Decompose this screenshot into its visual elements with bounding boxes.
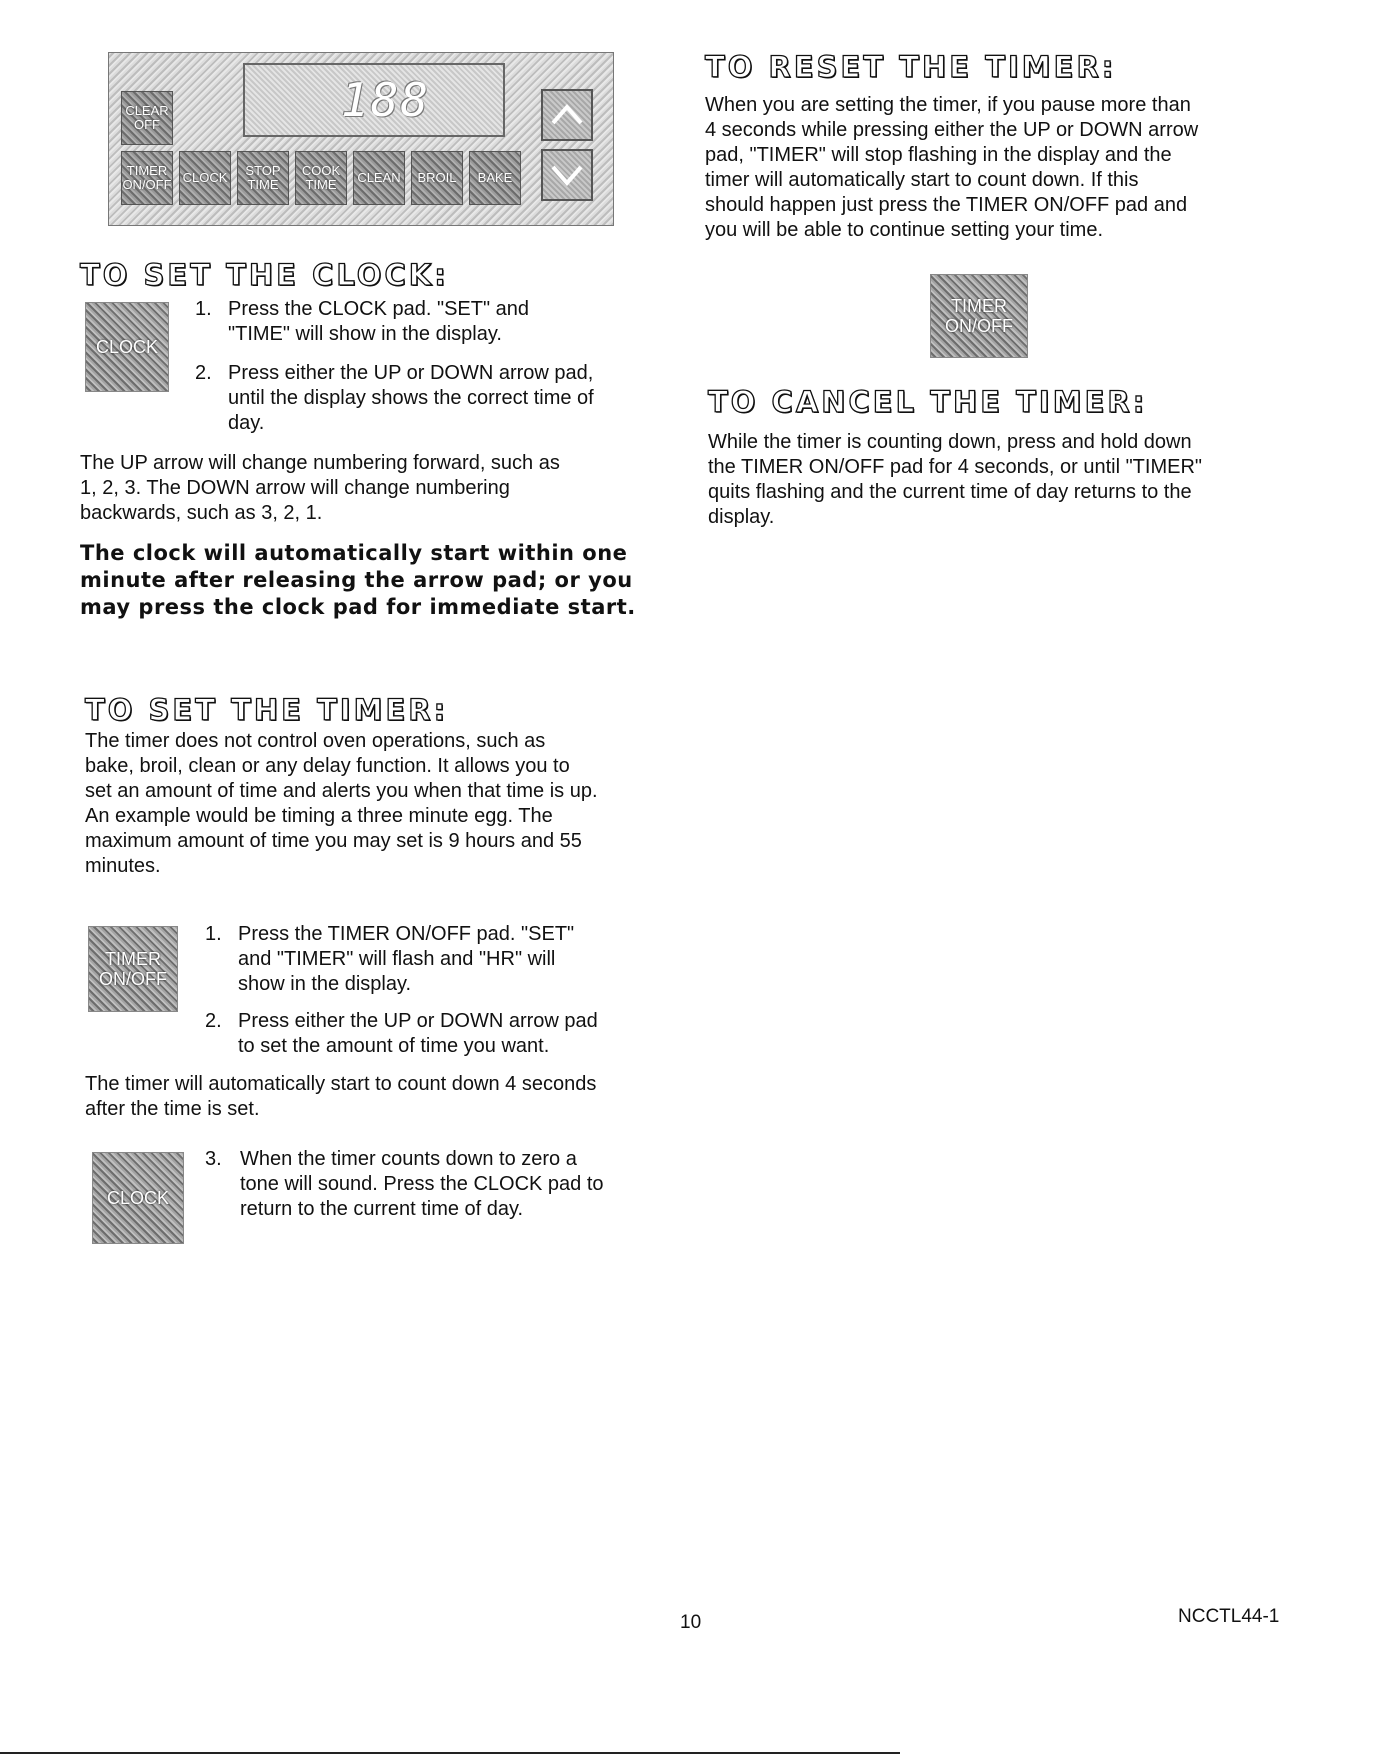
set-timer-intro: The timer does not control oven operations, such as bake, broil, clean or any delay function. It allows you to set an amount of time and alerts you when that time is up. An example would be timing a three minute egg. The maximum amount of time you may set is 9 hours and 55 minutes. [85,730,598,877]
clock-pad: CLOCK [179,151,231,205]
timer-on-off-pad-image: TIMER ON/OFF [88,926,178,1012]
control-panel-illustration [108,52,614,226]
set-clock-step1: Press the CLOCK pad. "SET" and "TIME" will show in the display. [228,298,530,345]
arrow-down-icon [541,149,593,201]
set-timer-auto-paragraph: The timer will automatically start to count down 4 seconds after the time is set. [85,1073,597,1120]
timer-on-off-pad-image: TIMER ON/OFF [930,274,1028,358]
step-number: 1. [195,298,212,320]
step-number: 2. [205,1010,222,1032]
set-clock-step2: Press either the UP or DOWN arrow pad, until the display shows the correct time of day. [228,362,594,434]
document-code: NCCTL44-1 [1178,1606,1280,1627]
set-timer-step2: Press either the UP or DOWN arrow pad to set the amount of time you want. [238,1010,598,1057]
page-number: 10 [680,1612,702,1633]
cook-time-pad: COOK TIME [295,151,347,205]
reset-timer-paragraph: When you are setting the timer, if you pause more than 4 seconds while pressing either the UP or DOWN arrow pad, "TIMER" will stop flashing in the display and the timer will automatically start to count down. If this should happen just press the TIMER ON/OFF pad and you will be able to continue setting your time. [705,94,1199,241]
set-clock-heading: TO SET THE CLOCK: [80,258,449,292]
panel-display [243,63,505,137]
set-timer-step3: When the timer counts down to zero a tone will sound. Press the CLOCK pad to return to the current time of day. [240,1148,604,1220]
clock-pad-image: CLOCK [92,1152,184,1244]
set-clock-auto-start-note: The clock will automatically start within one minute after releasing the arrow pad; or you may press the clock pad for immediate start. [80,541,636,619]
bake-pad: BAKE [469,151,521,205]
bottom-rule [0,1752,900,1754]
set-timer-heading: TO SET THE TIMER: [85,693,449,727]
arrow-up-icon [541,89,593,141]
clean-pad: CLEAN [353,151,405,205]
broil-pad: BROIL [411,151,463,205]
step-number: 2. [195,362,212,384]
cancel-timer-paragraph: While the timer is counting down, press and hold down the TIMER ON/OFF pad for 4 seconds, or until "TIMER" quits flashing and the current time of day returns to the display. [708,431,1202,528]
step-number: 1. [205,923,222,945]
set-timer-step1: Press the TIMER ON/OFF pad. "SET" and "TIMER" will flash and "HR" will show in the display. [238,923,575,995]
clear-off-pad: CLEAR OFF [121,91,173,145]
stop-time-pad: STOP TIME [237,151,289,205]
display-digits: 188 [341,73,431,127]
timer-on-off-pad: TIMER ON/OFF [121,151,173,205]
set-clock-arrow-paragraph: The UP arrow will change numbering forward, such as 1, 2, 3. The DOWN arrow will change numbering backwards, such as 3, 2, 1. [80,452,560,524]
clock-pad-image: CLOCK [85,302,169,392]
reset-timer-heading: TO RESET THE TIMER: [705,50,1117,84]
cancel-timer-heading: TO CANCEL THE TIMER: [708,385,1148,419]
step-number: 3. [205,1148,222,1170]
